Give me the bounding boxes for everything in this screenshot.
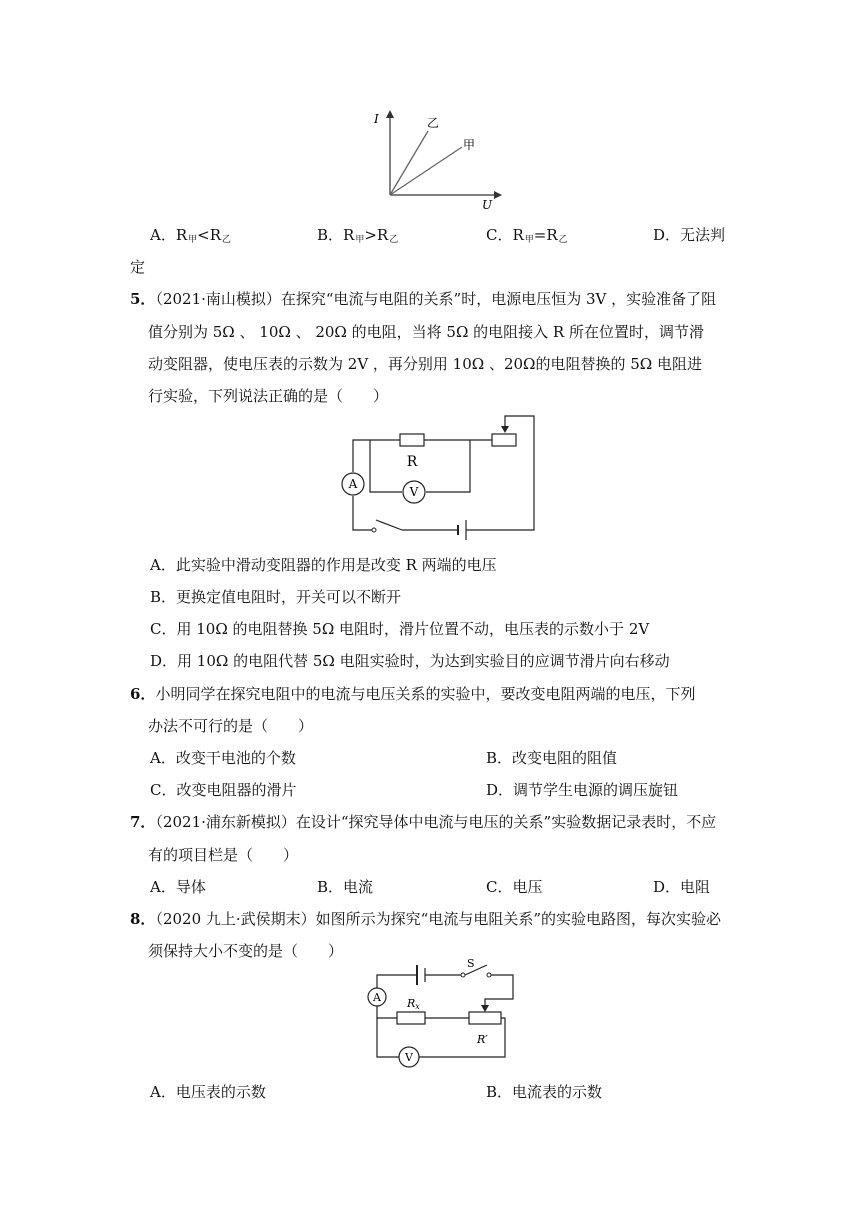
line-yi [390, 131, 428, 195]
q4-option-d-wrap: 定 [130, 258, 146, 276]
q7-stem-line-1: 7．（2021·浦东新模拟）在设计“探究导体中电流与电压的关系”实验数据记录表时，不应 [130, 813, 717, 831]
svg-text:A: A [373, 991, 381, 1004]
q8-circuit-diagram [355, 955, 525, 1075]
q5-stem-line-1: 5．（2021·南山模拟）在探究“电流与电阻的关系”时，电源电压恒为 3V ，实验准备了阻 [130, 290, 717, 308]
q6-option-a[interactable]: A．改变干电池的个数 [150, 749, 296, 767]
switch-label: S [467, 957, 475, 970]
q4-option-a[interactable]: A．$R_甲<R_乙$ [150, 226, 232, 245]
svg-text:V: V [405, 1051, 413, 1064]
x-axis-label: U [482, 198, 493, 212]
q5-number: 5． [130, 290, 156, 308]
q7-number: 7． [130, 813, 156, 831]
q8-number: 8． [130, 910, 156, 928]
q5-option-d[interactable]: D．用 10Ω 的电阻代替 5Ω 电阻实验时，为达到实验目的应调节滑片向右移动 [150, 652, 670, 670]
q8-option-a[interactable]: A．电压表的示数 [150, 1083, 266, 1101]
q5-option-c[interactable]: C．用 10Ω 的电阻替换 5Ω 电阻时，滑片位置不动，电压表的示数小于 2V [150, 620, 650, 638]
q5-stem-line-4: 行实验，下列说法正确的是（ ） [148, 387, 389, 405]
q7-option-a[interactable]: A．导体 [150, 878, 206, 896]
rx-label: Rx [407, 997, 420, 1011]
resistor-label: R [406, 454, 418, 470]
q8-stem-line-1: 8．（2020 九上·武侯期末）如图所示为探究“电流与电阻关系”的实验电路图，每次实验必 [130, 910, 721, 928]
svg-text:A: A [348, 477, 358, 491]
iu-graph-figure [370, 105, 510, 213]
q5-stem-line-2: 值分别为 5Ω 、 10Ω 、 20Ω 的电阻，当将 5Ω 的电阻接入 R 所在位置时，调节滑 [148, 323, 704, 341]
q4-option-c[interactable]: C．$R_甲=R_乙$ [486, 226, 568, 245]
q7-option-c[interactable]: C．电压 [486, 878, 543, 896]
q6-option-d[interactable]: D．调节学生电源的调压旋钮 [486, 781, 679, 799]
q6-stem-line-1: 6．小明同学在探究电阻中的电流与电压关系的实验中，要改变电阻两端的电压，下列 [130, 685, 696, 703]
q6-stem-line-2: 办法不可行的是（ ） [148, 717, 314, 735]
line-jia [390, 147, 462, 195]
q7-option-d[interactable]: D．电阻 [653, 878, 711, 896]
y-axis-label: I [374, 112, 379, 126]
svg-text:V: V [409, 485, 419, 499]
q6-option-b[interactable]: B．改变电阻的阻值 [486, 749, 618, 767]
q5-stem-line-3: 动变阻器，使电压表的示数为 2V ，再分别用 10Ω 、20Ω的电阻替换的 5Ω 电阻进 [148, 355, 703, 373]
q6-number: 6． [130, 685, 156, 703]
q8-option-b[interactable]: B．电流表的示数 [486, 1083, 603, 1101]
q6-option-c[interactable]: C．改变电阻器的滑片 [150, 781, 297, 799]
q4-option-d[interactable]: D．无法判 [653, 226, 726, 244]
line-yi-label: 乙 [427, 116, 440, 130]
q8-stem-line-2: 须保持大小不变的是（ ） [148, 942, 344, 960]
rheostat-label: R′ [477, 1033, 488, 1046]
q7-stem-line-2: 有的项目栏是（ ） [148, 846, 299, 864]
q5-circuit-diagram [330, 408, 550, 544]
q4-option-b[interactable]: B．$R_甲>R_乙$ [317, 226, 399, 245]
q7-option-b[interactable]: B．电流 [317, 878, 374, 896]
line-jia-label: 甲 [463, 138, 476, 152]
q5-option-b[interactable]: B．更换定值电阻时，开关可以不断开 [150, 588, 402, 606]
q5-option-a[interactable]: A．此实验中滑动变阻器的作用是改变 R 两端的电压 [150, 556, 497, 574]
